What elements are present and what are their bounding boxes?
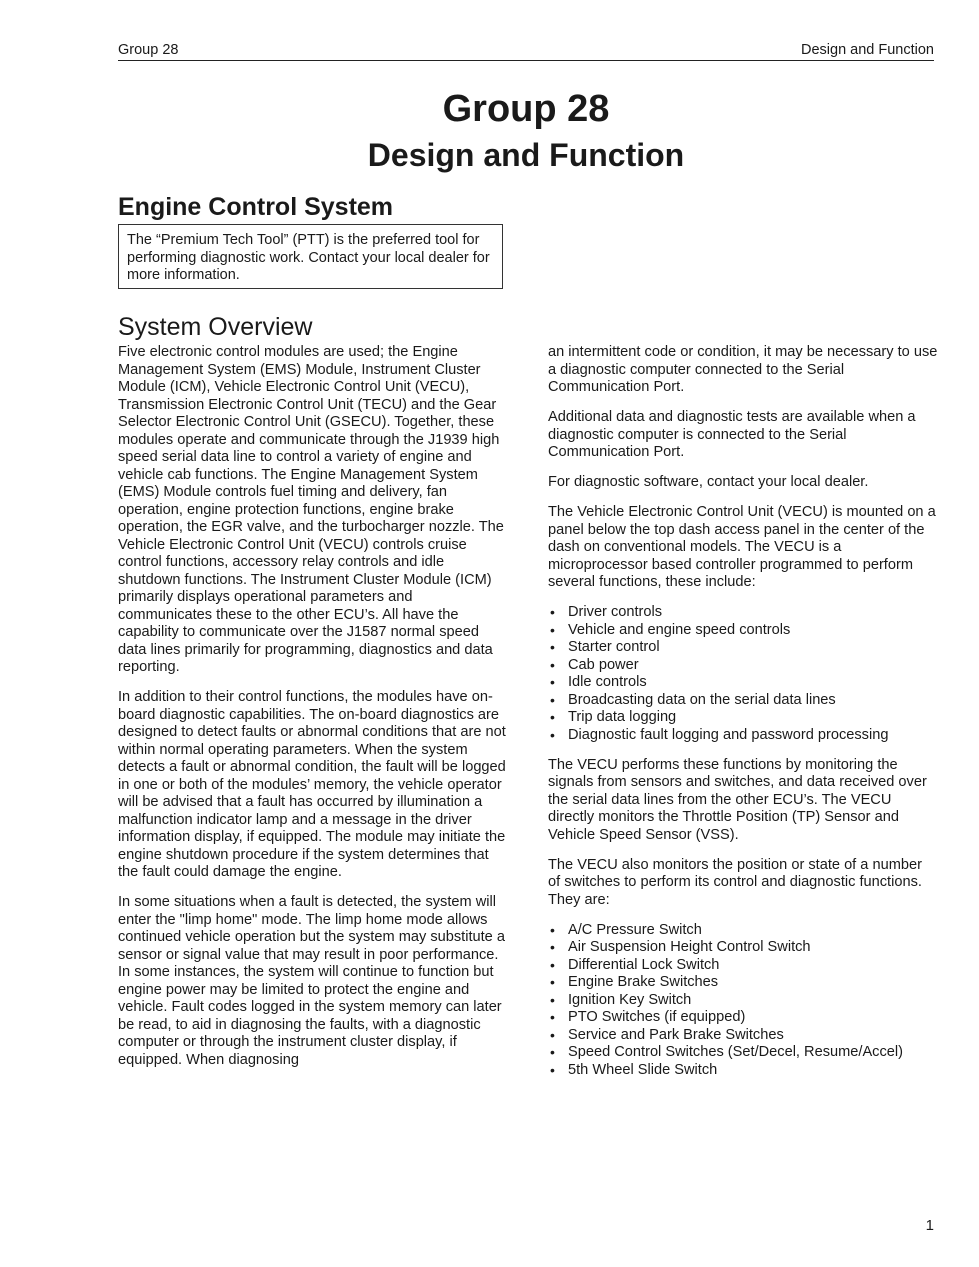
list-item-text: Cab power — [568, 656, 639, 673]
bullet-icon: • — [550, 674, 555, 690]
bullet-icon: • — [550, 621, 555, 638]
page-subtitle: Design and Function — [367, 137, 685, 173]
paragraph: In addition to their control functions, the modules have on-board diagnostic capabilities. The on-board diagnostics are designed to detect faults or abnormal conditions that are not within normal operating parameters. When the system detects a fault or abnormal condition, the fault will be logged in one or both of the modules’ memory, the vehicle operator will be advised that a fault has occurred by illumination a malfunction indicator lamp and a message in the driver information display, if equipped. The module may initiate the engine shutdown procedure if the system determines that the fault could damage the engine. — [118, 689, 506, 880]
list-item-text: Engine Brake Switches — [568, 974, 719, 990]
paragraph: The VECU performs these functions by monitoring the signals from sensors and switches, and data received over the serial data lines from the other ECU’s. The VECU directly monitors the Throttle Position (TP) Sensor and Vehicle Speed Sensor (VSS). — [548, 756, 927, 843]
list-item — [548, 974, 938, 992]
header-group-label: Group 28 — [118, 42, 179, 58]
bullet-icon: • — [550, 604, 555, 620]
list-item-text: PTO Switches (if equipped) — [568, 1009, 746, 1025]
section-title: Engine Control System — [118, 193, 394, 221]
list-item-text: Broadcasting data on the serial data lines — [568, 691, 836, 708]
right-column — [548, 344, 938, 1092]
paragraph: Additional data and diagnostic tests are available when a diagnostic computer is connected to the Serial Communication Port. — [548, 409, 916, 460]
paragraph: an intermittent code or condition, it may be necessary to use a diagnostic computer connected to the Serial Communication Port. — [548, 344, 938, 395]
list-item-text: A/C Pressure Switch — [568, 921, 702, 938]
subsection-title: System Overview — [118, 313, 313, 341]
list-item-text: Air Suspension Height Control Switch — [568, 939, 811, 955]
bullet-icon: • — [550, 1009, 555, 1025]
list-item — [548, 639, 938, 657]
bullet-icon: • — [550, 726, 555, 743]
bullet-icon: • — [550, 921, 555, 938]
list-item — [548, 939, 938, 957]
paragraph: Five electronic control modules are used; the Engine Management System (EMS) Module, Instrument Cluster Module (ICM), Vehicle Electronic Control Unit (VECU), Transmission Electronic Control Unit (TECU) and the Gear Selector Electronic Control Unit (GSECU). Together, these modules operate and communicate through the J1939 high speed serial data line to control a variety of engine and vehicle cab functions. The Engine Management System (EMS) Module controls fuel timing and delivery, fan operation, engine protection functions, engine brake operation, the EGR valve, and the turbocharger nozzle. The Vehicle Electronic Control Unit (VECU) controls cruise control functions, accessory relay controls and idle shutdown functions. The Instrument Cluster Module (ICM) primarily displays operational parameters and communicates these to the other ECU’s. All have the capability to communicate over the J1587 normal speed data lines primarily for programming, diagnostics and data reporting. — [118, 344, 504, 675]
list-item-text: Trip data logging — [568, 709, 677, 725]
list-item — [548, 604, 938, 622]
bullet-icon: • — [550, 639, 555, 655]
bullet-icon: • — [550, 709, 555, 725]
left-column — [118, 344, 508, 1082]
list-item — [548, 1062, 938, 1080]
header-section-label: Design and Function — [801, 42, 934, 58]
list-item — [548, 922, 938, 940]
list-item — [548, 1027, 938, 1045]
bullet-icon: • — [550, 656, 555, 673]
list-item-text: Idle controls — [568, 674, 647, 690]
bullet-icon: • — [550, 1061, 555, 1078]
list-item — [548, 709, 938, 727]
list-item-text: Diagnostic fault logging and password processing — [568, 726, 889, 743]
list-item — [548, 692, 938, 710]
list-item-text: Differential Lock Switch — [568, 956, 720, 973]
paragraph: The VECU also monitors the position or state of a number of switches to perform its control and diagnostic functions. They are: — [548, 856, 922, 908]
vecu-switches-list — [548, 922, 938, 1080]
list-item — [548, 1044, 938, 1062]
list-item — [548, 992, 938, 1010]
bullet-icon: • — [550, 1026, 555, 1043]
list-item-text: Service and Park Brake Switches — [568, 1026, 784, 1043]
bullet-icon: • — [550, 956, 555, 973]
paragraph: For diagnostic software, contact your local dealer. — [548, 474, 869, 490]
bullet-icon: • — [550, 939, 555, 955]
running-header — [118, 42, 934, 61]
list-item-text: Speed Control Switches (Set/Decel, Resume/Accel) — [568, 1044, 903, 1060]
list-item-text: Driver controls — [568, 604, 663, 620]
list-item — [548, 957, 938, 975]
list-item-text: 5th Wheel Slide Switch — [568, 1061, 718, 1078]
paragraph: In some situations when a fault is detected, the system will enter the "limp home" mode. The limp home mode allows continued vehicle operation but the system may substitute a sensor or signal value that may result in poor performance. In some instances, the system will continue to function but engine power may be limited to protect the engine and vehicle. Fault codes logged in the system memory can later be read, to aid in diagnosing the faults, with a diagnostic computer or through the instrument cluster display, if equipped. When diagnosing — [118, 894, 505, 1068]
list-item-text: Ignition Key Switch — [568, 991, 692, 1008]
list-item-text: Vehicle and engine speed controls — [568, 621, 791, 638]
list-item — [548, 622, 938, 640]
list-item — [548, 674, 938, 692]
paragraph: The Vehicle Electronic Control Unit (VECU) is mounted on a panel below the top dash access panel in the center of the dash on conventional models. The VECU is a microprocessor based controller programmed to perform several functions, these include: — [548, 504, 936, 590]
bullet-icon: • — [550, 991, 555, 1008]
bullet-icon: • — [550, 1044, 555, 1060]
list-item — [548, 727, 938, 745]
bullet-icon: • — [550, 974, 555, 990]
bullet-icon: • — [550, 691, 555, 708]
note-box: The “Premium Tech Tool” (PTT) is the preferred tool for performing diagnostic work. Contact your local dealer for more information. — [118, 224, 503, 289]
list-item — [548, 657, 938, 675]
vecu-functions-list — [548, 604, 938, 744]
list-item — [548, 1009, 938, 1027]
page-number: 1 — [925, 1217, 934, 1234]
list-item-text: Starter control — [568, 639, 660, 655]
page-title: Group 28 — [442, 88, 610, 130]
